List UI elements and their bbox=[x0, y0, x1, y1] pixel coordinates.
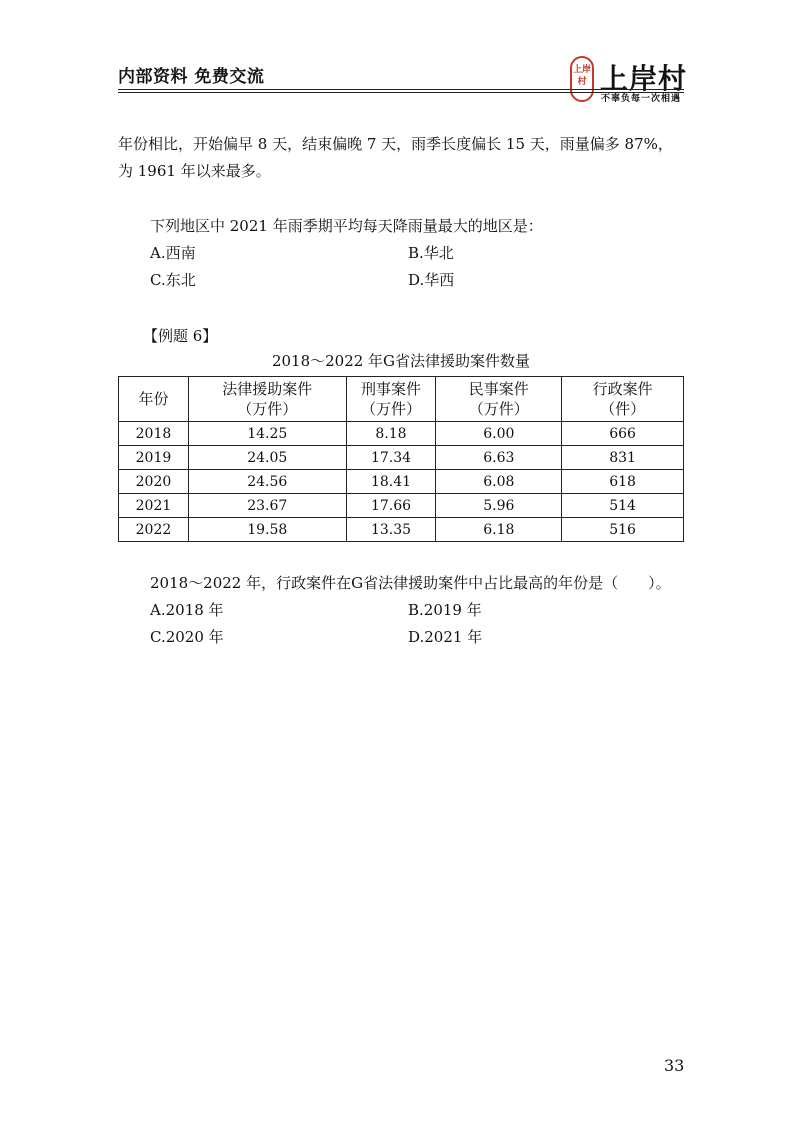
header-divider-secondary bbox=[118, 92, 684, 93]
header-administrative-unit: （件） bbox=[600, 400, 646, 418]
header-legal-aid bbox=[188, 377, 346, 422]
header-civil-unit: （万件） bbox=[468, 400, 529, 418]
table-cell: 14.25 bbox=[188, 422, 346, 446]
seal-text: 上岸村 bbox=[572, 65, 591, 87]
table-cell: 2020 bbox=[119, 470, 189, 494]
header-criminal bbox=[346, 377, 436, 422]
table-cell: 13.35 bbox=[346, 518, 436, 542]
table-cell: 23.67 bbox=[188, 494, 346, 518]
legal-aid-table bbox=[118, 376, 684, 542]
header-divider bbox=[118, 89, 684, 90]
question-2-stem: 2018～2022 年，行政案件在G省法律援助案件中占比最高的年份是（ ）。 bbox=[150, 574, 671, 592]
table-cell: 2018 bbox=[119, 422, 189, 446]
header-civil-label: 民事案件 bbox=[468, 380, 529, 398]
table-cell: 831 bbox=[562, 446, 684, 470]
table-cell: 2022 bbox=[119, 518, 189, 542]
header-legal-aid-unit: （万件） bbox=[237, 400, 298, 418]
example-label: 【例题 6】 bbox=[143, 327, 218, 345]
header-administrative-label: 行政案件 bbox=[592, 380, 653, 398]
table-cell: 5.96 bbox=[436, 494, 562, 518]
logo-tagline: 不辜负每一次相遇 bbox=[601, 94, 682, 104]
logo-brand: 上岸村 bbox=[600, 62, 688, 95]
table-row bbox=[119, 494, 684, 518]
table-cell: 19.58 bbox=[188, 518, 346, 542]
page-number: 33 bbox=[664, 1056, 685, 1075]
table-cell: 17.66 bbox=[346, 494, 436, 518]
table-cell: 666 bbox=[562, 422, 684, 446]
table-cell: 24.56 bbox=[188, 470, 346, 494]
question-1-option-c: C.东北 bbox=[150, 271, 196, 289]
table-title: 2018～2022 年G省法律援助案件数量 bbox=[271, 352, 531, 370]
table-cell: 2019 bbox=[119, 446, 189, 470]
table-row bbox=[119, 422, 684, 446]
seal-icon bbox=[570, 56, 594, 102]
intro-line-2: 为 1961 年以来最多。 bbox=[118, 162, 271, 180]
table-header-row bbox=[119, 377, 684, 422]
table-cell: 24.05 bbox=[188, 446, 346, 470]
question-1-option-a: A.西南 bbox=[150, 244, 196, 262]
table-cell: 8.18 bbox=[346, 422, 436, 446]
brand-logo bbox=[570, 56, 690, 104]
question-2-option-b: B.2019 年 bbox=[408, 601, 482, 619]
table-cell: 514 bbox=[562, 494, 684, 518]
question-1-option-b: B.华北 bbox=[408, 244, 454, 262]
table-cell: 6.18 bbox=[436, 518, 562, 542]
table-cell: 6.00 bbox=[436, 422, 562, 446]
header-civil bbox=[436, 377, 562, 422]
question-2-option-d: D.2021 年 bbox=[408, 628, 483, 646]
header-legal-aid-label: 法律援助案件 bbox=[222, 380, 313, 398]
table-row bbox=[119, 470, 684, 494]
table-row bbox=[119, 446, 684, 470]
header-title: 内部资料 免费交流 bbox=[118, 67, 265, 87]
header-administrative bbox=[562, 377, 684, 422]
header-criminal-unit: （万件） bbox=[361, 400, 422, 418]
intro-line-1: 年份相比，开始偏早 8 天，结束偏晚 7 天，雨季长度偏长 15 天，雨量偏多 87%， bbox=[118, 135, 673, 153]
table-cell: 516 bbox=[562, 518, 684, 542]
question-2-option-c: C.2020 年 bbox=[150, 628, 224, 646]
table-cell: 6.63 bbox=[436, 446, 562, 470]
table-cell: 6.08 bbox=[436, 470, 562, 494]
table-cell: 2021 bbox=[119, 494, 189, 518]
table-row bbox=[119, 518, 684, 542]
table-cell: 18.41 bbox=[346, 470, 436, 494]
question-2-option-a: A.2018 年 bbox=[150, 601, 224, 619]
question-1-stem: 下列地区中 2021 年雨季期平均每天降雨量最大的地区是： bbox=[150, 217, 543, 235]
header-year-label: 年份 bbox=[138, 390, 169, 408]
question-1-option-d: D.华西 bbox=[408, 271, 455, 289]
header-year bbox=[119, 377, 189, 422]
table-cell: 618 bbox=[562, 470, 684, 494]
header-criminal-label: 刑事案件 bbox=[361, 380, 422, 398]
table-cell: 17.34 bbox=[346, 446, 436, 470]
